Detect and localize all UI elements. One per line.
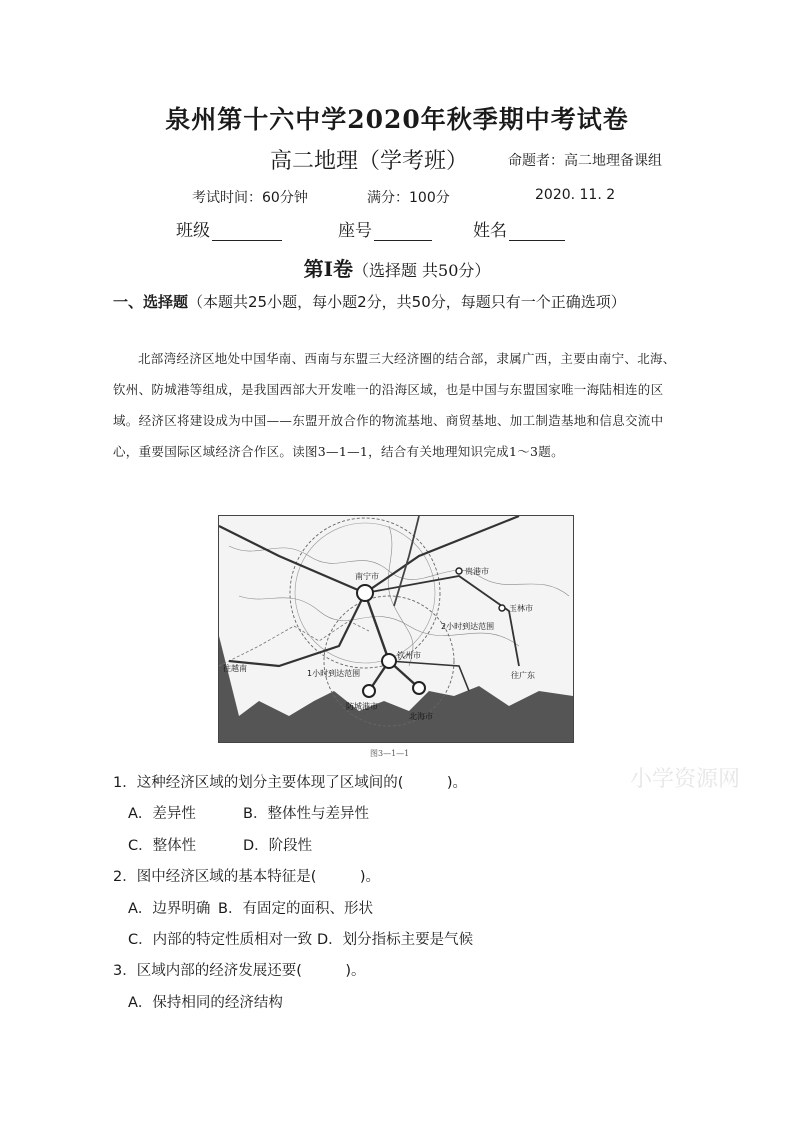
label-qinzhou: 钦州市 <box>397 651 421 660</box>
label-nanning: 南宁市 <box>355 572 379 581</box>
question-1-option-b[interactable]: B．整体性与差异性 <box>243 806 369 822</box>
map-caption: 图3—1—1 <box>370 749 410 758</box>
nanning-marker <box>357 585 373 601</box>
beibu-gulf-map <box>218 515 574 743</box>
question-1-option-a[interactable]: A．差异性 <box>128 806 196 822</box>
question-2-option-a[interactable]: A．边界明确 <box>128 901 211 917</box>
question-2-stem: 2．图中经济区域的基本特征是( )。 <box>113 869 381 885</box>
question-2-option-b[interactable]: B．有固定的面积、形状 <box>218 901 373 917</box>
map-figure <box>219 516 573 742</box>
question-1-option-d[interactable]: D．阶段性 <box>243 838 313 854</box>
question-1-option-c[interactable]: C．整体性 <box>128 838 197 854</box>
reading-passage <box>113 343 683 467</box>
question-2-option-c[interactable]: C．内部的特定性质相对一致 <box>128 932 313 948</box>
class-field[interactable] <box>176 216 282 241</box>
class-blank[interactable] <box>212 224 282 241</box>
part-title <box>0 253 794 282</box>
label-range-2h: 2小时到达范围 <box>441 622 495 631</box>
name-label: 姓名 <box>473 221 507 241</box>
question-1-stem: 1．这种经济区域的划分主要体现了区域间的( )。 <box>113 775 468 791</box>
exam-title: 泉州第十六中学2020年秋季期中考试卷 <box>165 105 629 134</box>
exam-time: 考试时间：60分钟 <box>192 190 308 206</box>
label-yulin: 玉林市 <box>509 604 533 613</box>
label-beihai: 北海市 <box>409 712 433 721</box>
part-title-main: 第Ⅰ卷 <box>303 257 353 281</box>
fangchenggang-marker <box>363 685 375 697</box>
part-title-sub: （选择题 共50分） <box>352 261 491 280</box>
exam-score: 满分：100分 <box>367 190 450 206</box>
name-blank[interactable] <box>509 224 565 241</box>
class-label: 班级 <box>176 221 210 241</box>
watermark: 小学资源网 <box>630 767 741 792</box>
qinzhou-marker <box>382 654 396 668</box>
question-3-stem: 3．区域内部的经济发展还要( )。 <box>113 963 366 979</box>
label-to-vietnam: 往越南 <box>223 664 247 673</box>
question-2-option-d[interactable]: D．划分指标主要是气候 <box>317 932 474 948</box>
exam-subject: 高二地理（学考班） <box>270 149 469 174</box>
seat-label: 座号 <box>338 221 372 241</box>
name-field[interactable] <box>473 216 565 241</box>
beihai-marker <box>413 682 425 694</box>
section-instructions: （本题共25小题，每小题2分，共50分，每题只有一个正确选项） <box>188 293 626 311</box>
passage-text: 北部湾经济区地处中国华南、西南与东盟三大经济圈的结合部，隶属广西，主要由南宁、北海、钦州、防城港等组成，是我国西部大开发唯一的沿海区域，也是中国与东盟国家唯一海陆相连的区域。经济区将建设成为中国——东盟开放合作的物流基地、商贸基地、加工制造基地和信息交流中心，重要国际区域经济合作区。读图3—1—1，结合有关地理知识完成1～3题。 <box>113 351 676 459</box>
question-3-option-a[interactable]: A．保持相同的经济结构 <box>128 995 283 1011</box>
seat-blank[interactable] <box>374 224 432 241</box>
label-range-1h: 1小时到达范围 <box>307 669 361 678</box>
label-fangchenggang: 防城港市 <box>346 702 378 711</box>
section-title: 一、选择题 <box>113 293 189 311</box>
exam-setter: 命题者：高二地理备课组 <box>508 153 662 169</box>
label-guigang: 贵港市 <box>465 567 489 576</box>
guigang-marker <box>456 568 462 574</box>
section-heading <box>113 291 626 312</box>
seat-field[interactable] <box>338 216 432 241</box>
exam-date: 2020. 11. 2 <box>535 187 616 203</box>
label-to-guangdong: 往广东 <box>511 671 535 680</box>
yulin-marker <box>499 605 505 611</box>
